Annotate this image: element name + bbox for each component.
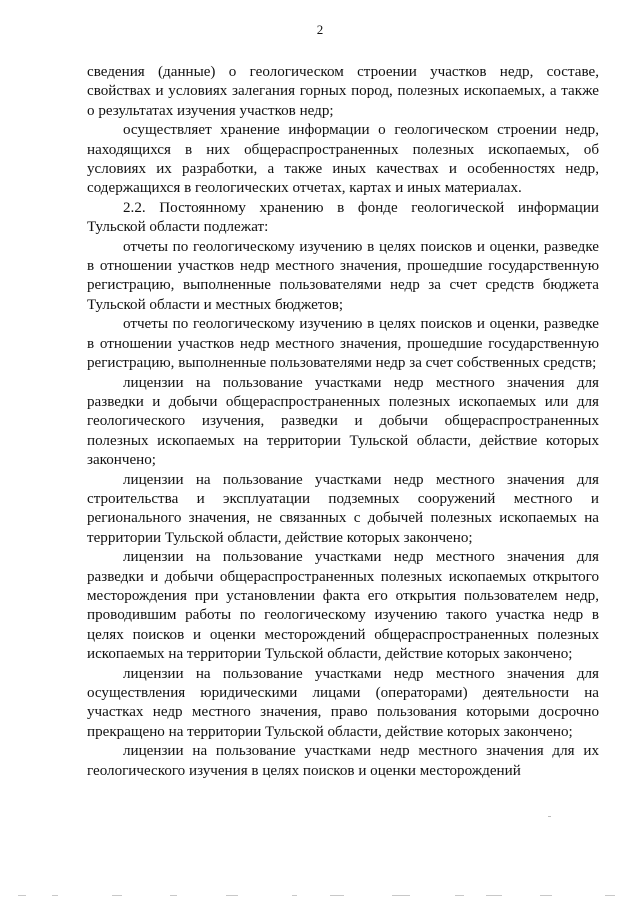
- scan-footer-artifacts: [0, 893, 640, 899]
- document-body: [87, 63, 599, 781]
- paragraph-reports-budget: отчеты по геологическому изучению в целях поисков и оценки, разведке в отношении участков недр местного значения, прошедшие государственную регистрацию, выполненные пользователями недр за счет средств бюджета Тульской области и местных бюджетов;: [87, 238, 599, 313]
- paragraph-continuation: сведения (данные) о геологическом строении участков недр, составе, свойствах и условиях залегания горных пород, полезных ископаемых, а также о результатах изучения участков недр;: [87, 64, 599, 119]
- scan-artifact-mark: [548, 816, 551, 817]
- paragraph-licenses-exploration: лицензии на пользование участками недр местного значения для разведки и добычи общераспространенных полезных ископаемых или для геологического изучения, разведки и добычи общераспространенных полезных ископаемых на территории Тульской области, действие которых закончено;: [87, 374, 599, 469]
- paragraph-section-2-2: 2.2. Постоянному хранению в фонде геологической информации Тульской области подлежат:: [87, 199, 599, 236]
- page-number: 2: [316, 22, 324, 37]
- paragraph-storage-duty: осуществляет хранение информации о геологическом строении недр, находящихся в них общераспространенных полезных ископаемых, об условиях их разработки, а также иных качествах и особенностях недр, содержащихся в геологических отчетах, картах и иных материалах.: [87, 122, 599, 197]
- paragraph-licenses-terminated: лицензии на пользование участками недр местного значения для осуществления юридическими лицами (операторами) деятельности на участках недр местного значения, право пользования которыми досрочно прекращено на территории Тульской области, действие которых закончено;: [87, 665, 599, 740]
- paragraph-licenses-geological-study: лицензии на пользование участками недр местного значения для их геологического изучения в целях поисков и оценки месторождений: [87, 743, 599, 779]
- paragraph-licenses-discovery: лицензии на пользование участками недр местного значения для разведки и добычи общераспространенных полезных ископаемых открытого месторождения при установлении факта его открытия пользователем недр, проводившим работы по геологическому изучению такого участка недр в целях поисков и оценки месторождений общераспространенных полезных ископаемых на территории Тульской области, действие которых закончено;: [87, 549, 599, 663]
- paragraph-reports-own-funds: отчеты по геологическому изучению в целях поисков и оценки, разведке в отношении участков недр местного значения, прошедшие государственную регистрацию, выполненные пользователями недр за счет собственных средств;: [87, 316, 599, 372]
- paragraph-licenses-construction: лицензии на пользование участками недр местного значения для строительства и эксплуатации подземных сооружений местного и регионального значения, не связанных с добычей полезных ископаемых на территории Тульской области, действие которых закончено;: [87, 471, 599, 546]
